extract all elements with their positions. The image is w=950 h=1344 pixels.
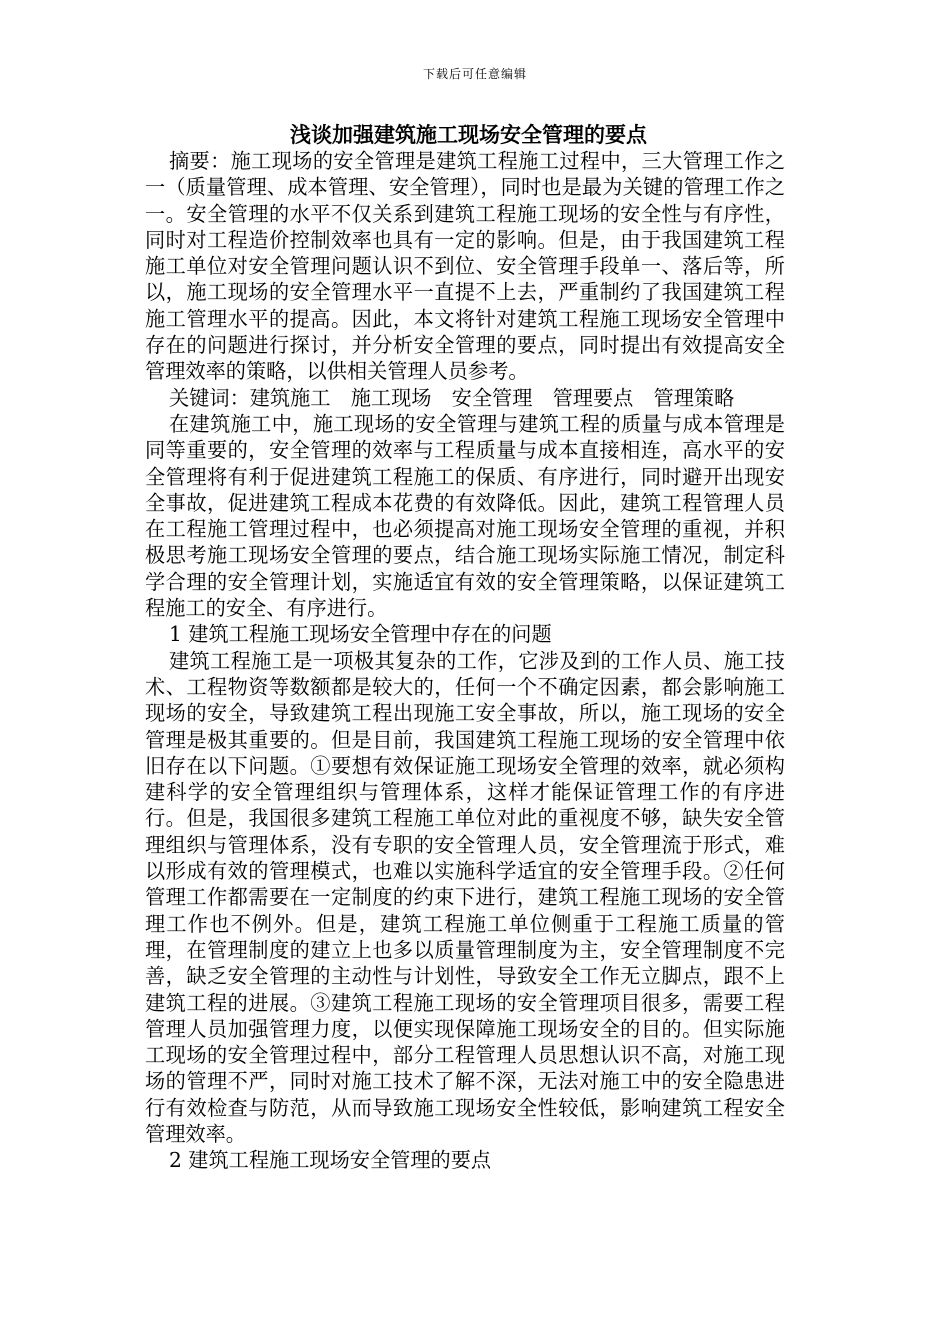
section-2-heading: 2 建筑工程施工现场安全管理的要点 — [169, 1148, 492, 1173]
section-1-body: 建筑工程施工是一项极其复杂的工作，它涉及到的工作人员、施工技术、工程物资等数额都是较大的，任何一个不确定因素，都会影响施工现场的安全，导致建筑工程出现施工安全事故，所以，施工现场的安全管理是极其重要的。但是目前，我国建筑工程施工现场的安全管理中依旧存在以下问题。①要想有效保证施工现场安全管理的效率，就必须构建科学的安全管理组织与管理体系，这样才能保证管理工作的有序进行。但是，我国很多建筑工程施工单位对此的重视度不够，缺失安全管理组织与管理体系，没有专职的安全管理人员，安全管理流于形式，难以形成有效的管理模式，也难以实施科学适宜的安全管理手段。②任何管理工作都需要在一定制度的约束下进行，建筑工程施工现场的安全管理工作也不例外。但是，建筑工程施工单位侧重于工程施工质量的管理，在管理制度的建立上也多以质量管理制度为主，安全管理制度不完善，缺乏安全管理的主动性与计划性，导致安全工作无立脚点，跟不上建筑工程的进展。③建筑工程施工现场的安全管理项目很多，需要工程管理人员加强管理力度，以便实现保障施工现场安全的目的。但实际施工现场的安全管理过程中，部分工程管理人员思想认识不高，对施工现场的管理不严，同时对施工技术了解不深，无法对施工中的安全隐患进行有效检查与防范，从而导致施工现场安全性较低，影响建筑工程安全管理效率。 — [145, 648, 785, 1146]
abstract-paragraph: 摘要：施工现场的安全管理是建筑工程施工过程中，三大管理工作之一（质量管理、成本管理、安全管理），同时也是最为关键的管理工作之一。安全管理的水平不仅关系到建筑工程施工现场的安全性与有序性，同时对工程造价控制效率也具有一定的影响。但是，由于我国建筑工程施工单位对安全管理问题认识不到位、安全管理手段单一、落后等，所以，施工现场的安全管理水平一直提不上去，严重制约了我国建筑工程施工管理水平的提高。因此，本文将针对建筑工程施工现场安全管理中存在的问题进行探讨，并分析安全管理的要点，同时提出有效提高安全管理效率的策略，以供相关管理人员参考。 — [145, 149, 785, 384]
intro-paragraph: 在建筑施工中，施工现场的安全管理与建筑工程的质量与成本管理是同等重要的，安全管理的效率与工程质量与成本直接相连，高水平的安全管理将有利于促进建筑工程施工的保质、有序进行，同时避开出现安全事故，促进建筑工程成本花费的有效降低。因此，建筑工程管理人员在工程施工管理过程中，也必须提高对施工现场安全管理的重视，并积极思考施工现场安全管理的要点，结合施工现场实际施工情况，制定科学合理的安全管理计划，实施适宜有效的安全管理策略，以保证建筑工程施工的安全、有序进行。 — [145, 411, 785, 621]
section-1-heading: 1 建筑工程施工现场安全管理中存在的问题 — [169, 622, 552, 647]
keywords-paragraph: 关键词：建筑施工 施工现场 安全管理 管理要点 管理策略 — [169, 385, 735, 410]
document-title: 浅谈加强建筑施工现场安全管理的要点 — [290, 122, 647, 147]
page-header-note: 下载后可任意编辑 — [422, 67, 527, 81]
document-body — [145, 148, 785, 1174]
